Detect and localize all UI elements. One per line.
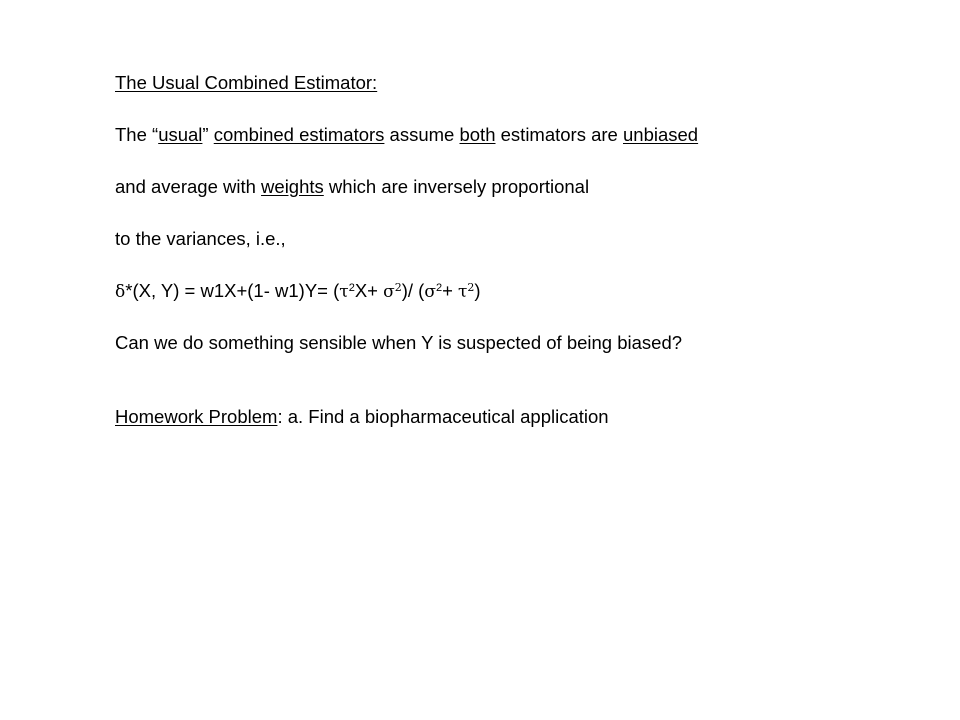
underlined-term-weights: weights [261, 176, 324, 197]
formula-combined-estimator [115, 280, 481, 303]
exponent: 2 [348, 282, 355, 294]
underlined-term-both: both [459, 124, 496, 145]
text-segment: estimators are [495, 124, 623, 145]
exponent: 2 [394, 281, 402, 294]
sigma-symbol: σ [424, 282, 436, 302]
text-segment: ” [202, 124, 214, 145]
slide-heading: The Usual Combined Estimator: [115, 72, 378, 93]
delta-symbol: δ [115, 282, 126, 302]
formula-text: ) [474, 280, 481, 301]
homework-text: : a. Find a biopharmaceutical application [277, 406, 609, 427]
text-line-average-weights [115, 176, 589, 198]
text-line-question: Can we do something sensible when Y is suspected of being biased? [115, 332, 683, 353]
text-segment: and average with [115, 176, 262, 197]
formula-text: *(X, Y) = w1X+(1- w1)Y= ( [125, 280, 340, 301]
underlined-term-usual: usual [158, 124, 203, 145]
text-segment: The “ [115, 124, 159, 145]
tau-symbol: τ [458, 282, 468, 302]
tau-symbol: τ [339, 282, 349, 302]
exponent: 2 [435, 282, 443, 294]
underlined-term-combined-estimators: combined estimators [213, 124, 385, 145]
formula-text: + [442, 280, 459, 301]
text-segment: assume [384, 124, 460, 145]
exponent: 2 [467, 281, 475, 294]
text-line-homework [115, 406, 609, 428]
underlined-term-unbiased: unbiased [623, 124, 699, 145]
text-segment: which are inversely proportional [323, 176, 590, 197]
formula-text: )/ ( [401, 280, 425, 301]
text-line-variances: to the variances, i.e., [115, 228, 286, 249]
sigma-symbol: σ [383, 282, 395, 302]
homework-label: Homework Problem [115, 406, 278, 427]
formula-text: X+ [354, 280, 384, 301]
text-line-usual-estimators [115, 124, 698, 146]
